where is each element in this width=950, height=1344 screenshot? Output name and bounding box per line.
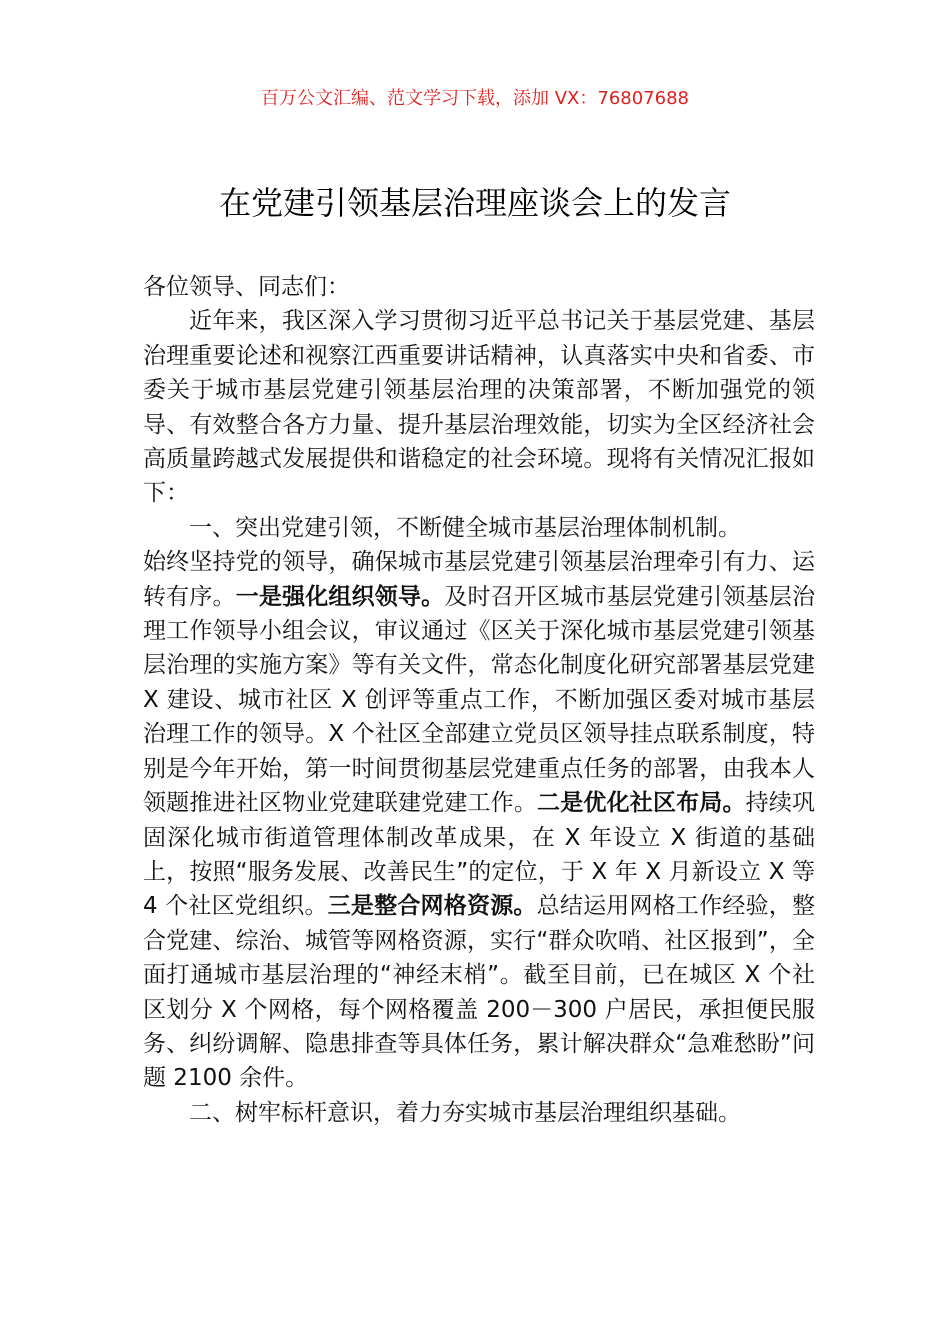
section-1-heading: 一、突出党建引领，不断健全城市基层治理体制机制。: [189, 514, 741, 541]
section-2-heading: 二、树牢标杆意识，着力夯实城市基层治理组织基础。: [189, 1099, 741, 1126]
document-title: 在党建引领基层治理座谈会上的发言: [218, 184, 731, 222]
section-1-text-2: 及时召开区城市基层党建引领基层治理工作领导小组会议，审议通过《区关于深化城市基层党建引领基层治理的实施方案》等有关文件，常态化制度化研究部署基层党建 X 建设、城市社区 X 创评等重点工作，不断加强区委对城市基层治理工作的领导。X 个社区全部建立党员区领导挂点联系制度，特别是今年开始，第一时间贯彻基层党建重点任务的部署，由我本人领题推进社区物业党建联建党建工作。: [143, 583, 816, 817]
section-1-text-4: 总结运用网格工作经验，整合党建、综治、城管等网格资源，实行“群众吹哨、社区报到”，全面打通城市基层治理的“神经末梢”。截至目前，已在城区 X 个社区划分 X 个网格，每个网格覆盖 200－300 户居民，承担便民服务、纠纷调解、隐患排查等具体任务，累计解决群众“急难愁盼”问题 2100 余件。: [143, 893, 816, 1092]
section-1-point-2: 二是优化社区布局。: [537, 790, 746, 817]
section-1-point-1: 一是强化组织领导。: [235, 583, 445, 610]
section-1-text-3: 持续巩固深化城市街道管理体制改革成果，在 X 年设立 X 街道的基础上，按照“服务发展、改善民生”的定位，于 X 年 X 月新设立 X 等 4 个社区党组织。: [143, 790, 816, 920]
document-body: [143, 270, 815, 1130]
section-1-point-3: 三是整合网格资源。: [327, 893, 537, 920]
intro-paragraph: 近年来，我区深入学习贯彻习近平总书记关于基层党建、基层治理重要论述和视察江西重要讲话精神，认真落实中央和省委、市委关于城市基层党建引领基层治理的决策部署，不断加强党的领导、有效整合各方力量、提升基层治理效能，切实为全区经济社会高质量跨越式发展提供和谐稳定的社会环境。现将有关情况汇报如下：: [143, 308, 815, 507]
section-1-paragraph: [143, 545, 815, 1096]
watermark-header: 百万公文汇编、范文学习下载，添加 VX：76807688: [261, 88, 689, 109]
section-1-text-1: 始终坚持党的领导，确保城市基层党建引领基层治理牵引有力、运转有序。: [143, 549, 815, 610]
salutation: 各位领导、同志们：: [143, 274, 350, 300]
